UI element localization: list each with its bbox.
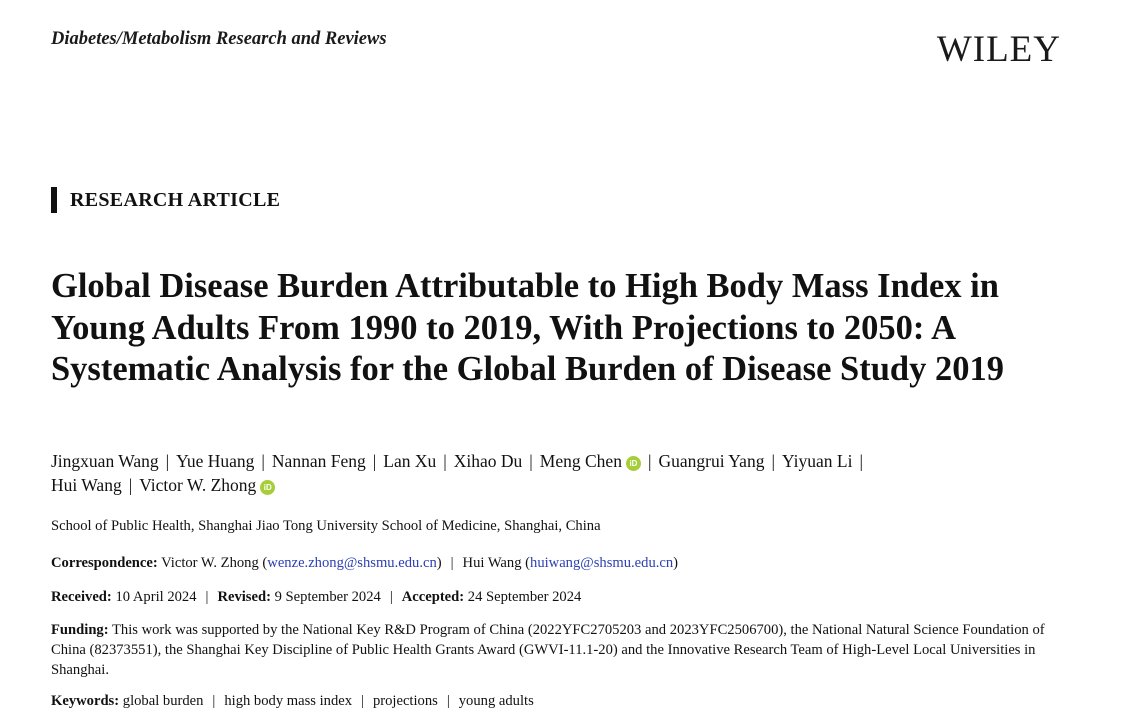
author — [51, 475, 122, 495]
article-title: Global Disease Burden Attributable to High Body Mass Index in Young Adults From 1990 to 2019, With Projections to 2050: A Systematic Analysis for the Global Burden of Disease Study 2019 — [51, 267, 1004, 388]
funding-label: Funding: — [51, 622, 109, 638]
email-link[interactable]: huiwang@shsmu.edu.cn — [530, 555, 674, 571]
author — [272, 451, 366, 471]
email-link[interactable]: wenze.zhong@shsmu.edu.cn — [267, 555, 437, 571]
separator: | — [450, 555, 454, 571]
revised-date: 9 September 2024 — [274, 589, 381, 605]
author-name[interactable]: Xihao Du — [453, 451, 523, 471]
separator: | — [389, 589, 393, 605]
received-label: Received: — [51, 589, 112, 605]
author-name[interactable]: Nannan Feng — [271, 451, 366, 471]
received-date: 10 April 2024 — [115, 589, 197, 605]
separator: | — [205, 589, 209, 605]
separator: | — [212, 693, 216, 709]
keywords — [51, 691, 1071, 711]
accepted-label: Accepted: — [401, 589, 465, 605]
author-name[interactable]: Yue Huang — [176, 451, 255, 471]
section-label: RESEARCH ARTICLE — [70, 188, 281, 211]
author — [51, 451, 159, 471]
revised-label: Revised: — [217, 589, 271, 605]
separator: | — [361, 693, 364, 709]
separator: | — [859, 451, 863, 471]
orcid-icon[interactable]: iD — [260, 480, 275, 495]
contact-name: Victor W. Zhong — [161, 555, 259, 571]
author — [176, 451, 254, 471]
author-name[interactable]: Guangrui Yang — [658, 451, 765, 471]
separator: | — [446, 693, 450, 709]
accepted-date: 24 September 2024 — [467, 589, 582, 605]
separator: | — [529, 451, 533, 471]
keyword[interactable]: global burden — [122, 693, 204, 709]
contact-name: Hui Wang — [462, 555, 522, 571]
correspondence: Correspondence: Victor W. Zhong (wenze.zhong@shsmu.edu.cn) | Hui Wang (huiwang@shsmu.edu.cn) — [51, 555, 679, 571]
author-name[interactable]: Hui Wang — [51, 474, 122, 495]
separator: | — [372, 451, 377, 471]
author — [139, 475, 275, 495]
section-bar — [51, 187, 57, 213]
author — [782, 451, 852, 471]
funding-text: This work was supported by the National Key R&D Program of China (2022YFC2705203 and 2023YFC2506700), the National Natural Science Foundation of China (82373551), the Shanghai Key Discipline of Public Health Grants Award (GWVI-11.1-20) and the Innovative Research Team of High-Level Local Universities in Shanghai. — [51, 622, 1045, 678]
correspondence-label: Correspondence: — [51, 555, 158, 571]
separator: | — [128, 474, 133, 495]
author-name[interactable]: Yiyuan Li — [781, 451, 853, 471]
author-name[interactable]: Jingxuan Wang — [51, 451, 159, 471]
section-tag — [51, 187, 280, 213]
separator: | — [443, 451, 447, 471]
author — [540, 451, 641, 471]
author-list — [51, 450, 1071, 497]
separator: | — [771, 451, 775, 471]
orcid-icon[interactable]: iD — [626, 456, 641, 471]
keyword[interactable]: young adults — [458, 693, 534, 709]
separator: | — [261, 451, 265, 471]
separator: | — [647, 451, 652, 471]
keywords-label: Keywords: — [51, 693, 120, 709]
affiliation: School of Public Health, Shanghai Jiao Tong University School of Medicine, Shanghai, China — [51, 518, 601, 534]
journal-name: Diabetes/Metabolism Research and Reviews — [51, 29, 387, 49]
author-name[interactable]: Victor W. Zhong — [139, 474, 257, 495]
funding — [51, 620, 1071, 680]
keyword[interactable]: high body mass index — [224, 693, 353, 709]
author — [454, 451, 523, 471]
article-dates — [51, 587, 1071, 607]
separator: | — [165, 451, 170, 471]
author-name[interactable]: Meng Chen — [539, 451, 622, 471]
author — [658, 451, 764, 471]
author-name[interactable]: Lan Xu — [383, 451, 437, 471]
keyword[interactable]: projections — [372, 693, 438, 709]
publisher-logo: WILEY — [936, 29, 1061, 70]
author — [383, 451, 436, 471]
